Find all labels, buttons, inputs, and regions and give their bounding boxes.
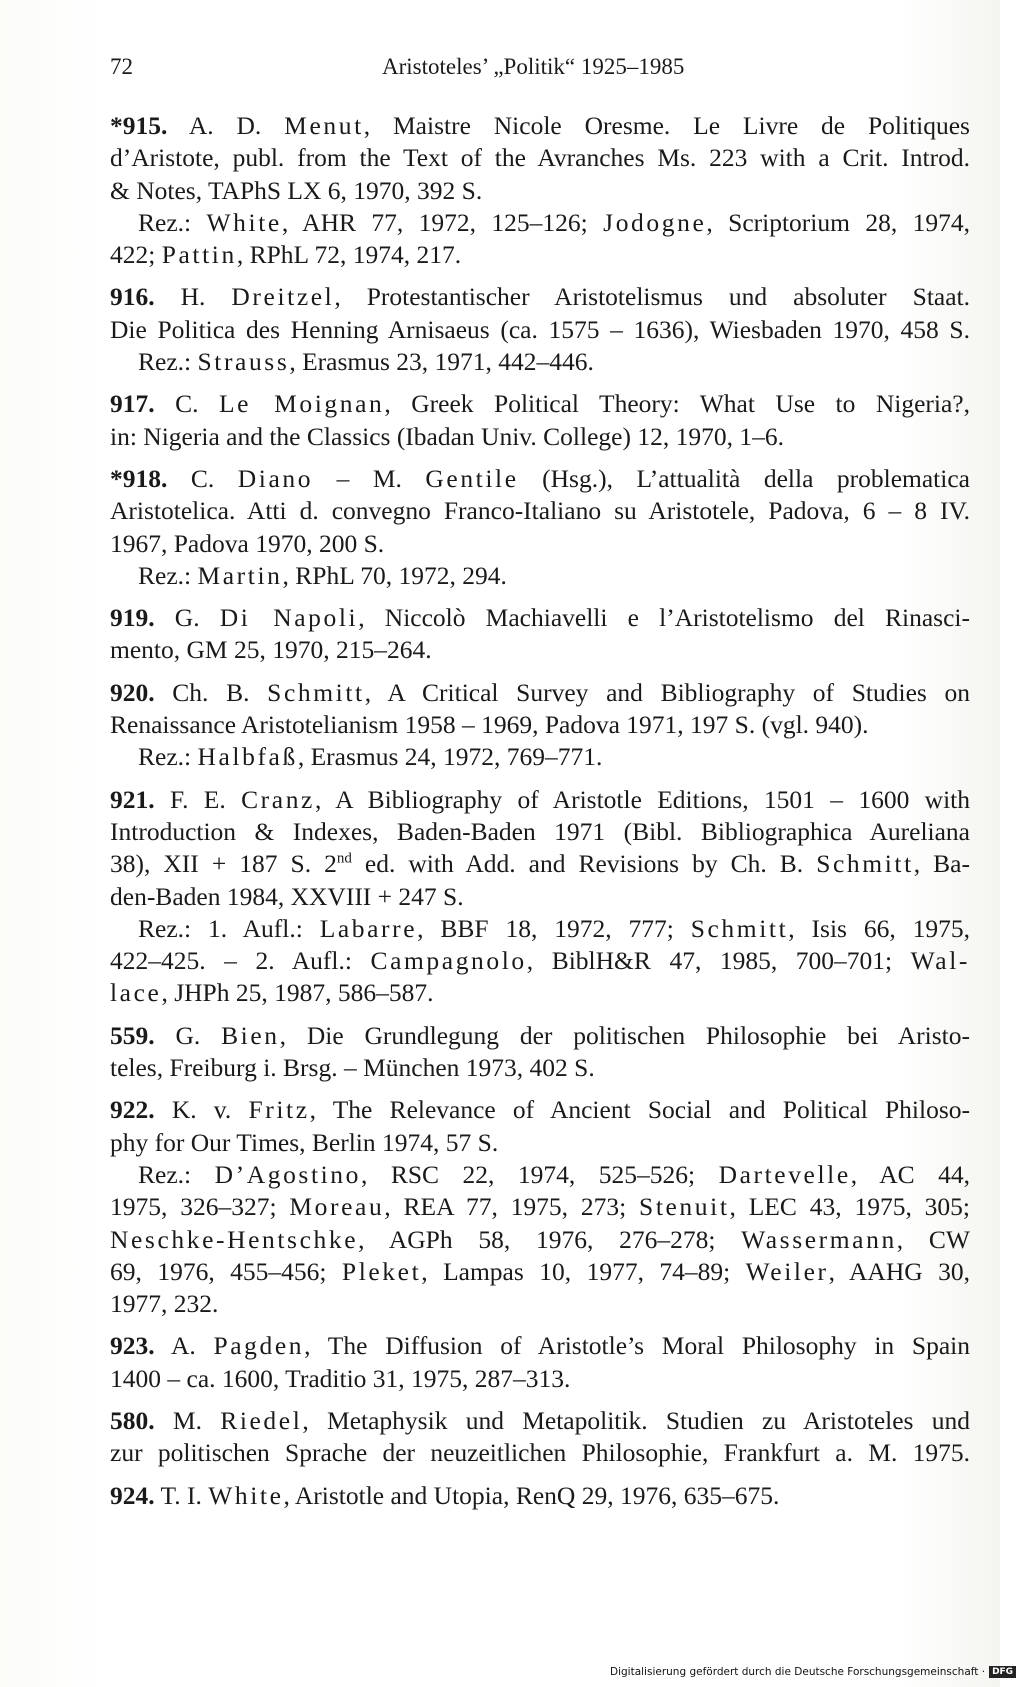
review-line: lace, JHPh 25, 1987, 586–587. [110,978,434,1008]
reviewer-name: Strauss [197,347,290,377]
review-line: Rez.: D’Agostino, RSC 22, 1974, 525–526; Dartevelle, AC 44, [138,1159,970,1189]
reviewer-name: White [206,207,282,237]
author-name: Cranz [241,784,315,814]
reviewer-name: Halbfaß [197,742,298,772]
author-name: Menut [284,111,364,140]
entry-line: Renaissance Aristotelianism 1958 – 1969, Padova 1971, 197 S. (vgl. 940). [110,710,869,740]
bibliography-entry-918 [110,463,970,592]
review-line: 422–425. – 2. Aufl.: Campagnolo, BiblH&R 47, 1985, 700–701; Wal- [110,946,970,976]
bibliography-entry-924 [110,1480,970,1512]
superscript: nd [336,850,352,867]
bibliography-entry-919 [110,602,970,667]
bibliography-entry-923 [110,1330,970,1395]
entry-line: 38), XII + 187 S. 2nd ed. with Add. and Revisions by Ch. B. Schmitt, Ba- [110,849,970,879]
entry-line: 920. Ch. B. Schmitt, A Critical Survey and Bibliography of Studies on [110,677,970,707]
reviewer-name: Campagnolo [370,946,527,976]
review-line: Rez.: Strauss, Erasmus 23, 1971, 442–446. [138,347,594,377]
entry-number: 919. [110,603,155,633]
review-line: 1975, 326–327; Moreau, REA 77, 1975, 273; Stenuit, LEC 43, 1975, 305; [110,1192,970,1222]
bibliography-entry-920 [110,677,970,774]
reviewer-name: Schmitt [690,913,789,943]
entry-line: 1400 – ca. 1600, Traditio 31, 1975, 287–313. [110,1363,571,1393]
author-name: Bien [221,1020,280,1050]
dfg-logo-icon: DFG [989,1666,1016,1678]
review-line: Rez.: Halbfaß, Erasmus 24, 1972, 769–771. [138,742,603,772]
reviewer-name: Martin [197,560,283,590]
entry-line: 921. F. E. Cranz, A Bibliography of Aristotle Editions, 1501 – 1600 with [110,784,970,814]
entry-line: phy for Our Times, Berlin 1974, 57 S. [110,1127,499,1157]
bibliography-entry-922 [110,1094,970,1320]
review-line: 1977, 232. [110,1289,219,1319]
bibliography-entry-921 [110,784,970,1010]
entry-line: den-Baden 1984, XXVIII + 247 S. [110,881,464,911]
author-name: Fritz [248,1095,310,1125]
reviewer-name: Wassermann [741,1224,897,1254]
entry-line: 924. T. I. White, Aristotle and Utopia, RenQ 29, 1976, 635–675. [110,1480,780,1510]
entry-line: zur politischen Sprache der neuzeitlichen Philosophie, Frankfurt a. M. 1975. [110,1438,970,1468]
entry-number: 924. [110,1480,155,1510]
reviewer-name: D’Agostino [214,1159,362,1189]
entry-line: mento, GM 25, 1970, 215–264. [110,635,432,665]
entry-line: in: Nigeria and the Classics (Ibadan Univ. College) 12, 1970, 1–6. [110,421,784,451]
entry-number: *915. [110,111,168,140]
bibliography-entry-915 [110,110,970,271]
running-title: Aristoteles’ „Politik“ 1925–1985 [382,54,685,79]
entry-line: 916. H. Dreitzel, Protestantischer Aristotelismus und absoluter Staat. [110,282,971,312]
reviewer-name: lace [110,978,162,1008]
review-line: Neschke-Hentschke, AGPh 58, 1976, 276–278; Wassermann, CW [110,1224,970,1254]
entry-number: 580. [110,1405,155,1435]
entry-line: Introduction & Indexes, Baden-Baden 1971 (Bibl. Bibliographica Aureliana [110,816,970,846]
review-line: Rez.: Martin, RPhL 70, 1972, 294. [138,560,507,590]
author-name: Di Napoli [219,603,359,633]
entry-number: 917. [110,389,155,419]
reviewer-name: Wal- [910,946,970,976]
entry-number: 922. [110,1095,155,1125]
author-name: Pagden [213,1331,305,1361]
entry-number: 559. [110,1020,155,1050]
author-name: Riedel [220,1405,303,1435]
bibliography-body [110,110,970,1522]
bibliography-entry-559 [110,1020,970,1085]
entry-line: *918. C. Diano – M. Gentile (Hsg.), L’attualità della problematica [110,463,970,493]
reviewer-name: Stenuit [639,1192,730,1222]
entry-line: 1967, Padova 1970, 200 S. [110,528,385,558]
entry-line: d’Aristote, publ. from the Text of the Avranches Ms. 223 with a Crit. Introd. [110,143,970,173]
entry-line: Aristotelica. Atti d. convegno Franco-Italiano su Aristotele, Padova, 6 – 8 IV. [110,496,970,526]
entry-line: Die Politica des Henning Arnisaeus (ca. 1575 – 1636), Wiesbaden 1970, 458 S. [110,314,970,344]
digitization-footer [610,1666,1014,1684]
review-line: Rez.: 1. Aufl.: Labarre, BBF 18, 1972, 777; Schmitt, Isis 66, 1975, [138,913,970,943]
author-name: Gentile [425,463,519,493]
reviewer-name: Moreau [289,1192,385,1222]
reviewer-name: Weiler [745,1256,829,1286]
page-number: 72 [110,54,133,79]
review-line: Rez.: White, AHR 77, 1972, 125–126; Jodogne, Scriptorium 28, 1974, [138,207,970,237]
entry-line: 919. G. Di Napoli, Niccolò Machiavelli e l’Aristotelismo del Rinasci- [110,603,970,633]
author-name: Schmitt [267,677,365,707]
entry-line: 917. C. Le Moignan, Greek Political Theory: What Use to Nigeria?, [110,389,971,419]
reviewer-name: Pleket [341,1256,422,1286]
entry-line: & Notes, TAPhS LX 6, 1970, 392 S. [110,175,483,205]
reviewer-name: Dartevelle [718,1159,851,1189]
entry-line: 923. A. Pagden, The Diffusion of Aristotle’s Moral Philosophy in Spain [110,1331,970,1361]
entry-line: 922. K. v. Fritz, The Relevance of Ancient Social and Political Philoso- [110,1095,970,1125]
reviewer-name: Labarre [319,913,418,943]
entry-line: *915. A. D. Menut, Maistre Nicole Oresme. Le Livre de Politiques [110,111,970,140]
entry-number: 921. [110,784,155,814]
author-name: Schmitt [816,849,914,879]
bibliography-entry-917 [110,388,970,453]
review-line: 422; Pattin, RPhL 72, 1974, 217. [110,240,462,270]
author-name: Le Moignan [218,389,385,419]
reviewer-name: Jodogne [603,207,707,237]
page-header [110,54,970,88]
entry-number: 920. [110,677,155,707]
entry-line: 559. G. Bien, Die Grundlegung der politischen Philosophie bei Aristo- [110,1020,970,1050]
entry-number: 923. [110,1331,155,1361]
entry-line: 580. M. Riedel, Metaphysik und Metapolitik. Studien zu Aristoteles und [110,1405,970,1435]
author-name: White [208,1480,284,1510]
bibliography-entry-580 [110,1405,970,1470]
entry-line: teles, Freiburg i. Brsg. – München 1973, 402 S. [110,1053,595,1083]
bibliography-entry-916 [110,281,970,378]
entry-number: *918. [110,463,168,493]
reviewer-name: Pattin [161,240,237,270]
review-line: 69, 1976, 455–456; Pleket, Lampas 10, 1977, 74–89; Weiler, AAHG 30, [110,1256,970,1286]
footer-text: Digitalisierung gefördert durch die Deutsche Forschungsgemeinschaft · [610,1666,986,1678]
entry-number: 916. [110,282,155,312]
author-name: Dreitzel [231,282,335,312]
author-name: Diano [237,463,314,493]
reviewer-name: Neschke-Hentschke [110,1224,359,1254]
